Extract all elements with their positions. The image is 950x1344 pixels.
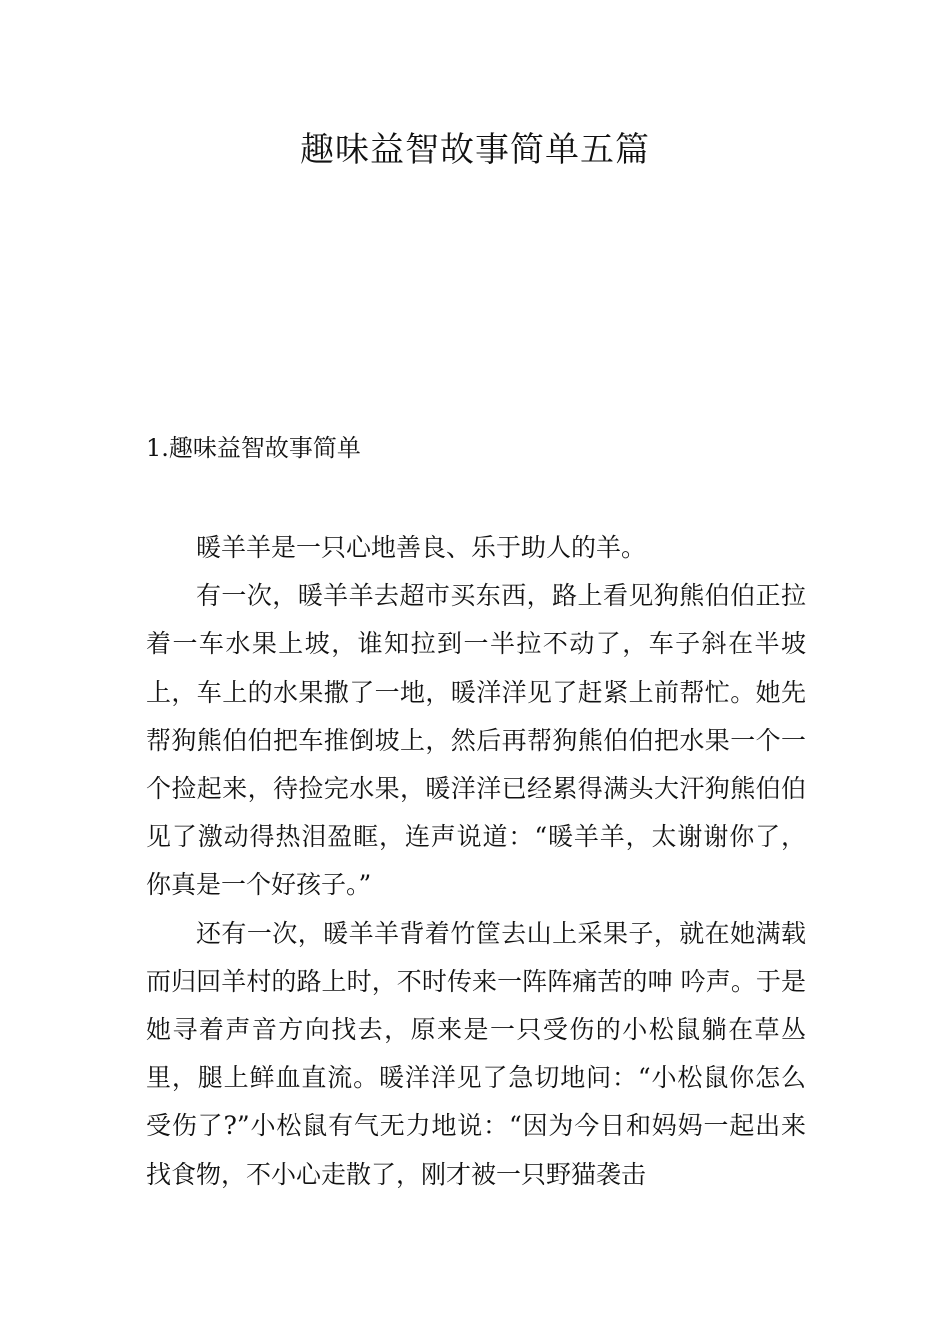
document-title: 趣味益智故事简单五篇 <box>300 130 650 170</box>
story-body <box>146 524 806 1199</box>
paragraph-1: 暖羊羊是一只心地善良、乐于助人的羊。 <box>196 533 647 562</box>
paragraph-2: 有一次，暖羊羊去超市买东西，路上看见狗熊伯伯正拉着一车水果上坡，谁知拉到一半拉不动了，车子斜在半坡上，车上的水果撒了一地，暖洋洋见了赶紧上前帮忙。她先帮狗熊伯伯把车推倒坡上，然后再帮狗熊伯伯把水果一个一个捡起来，待捡完水果，暖洋洋已经累得满头大汗狗熊伯伯见了激动得热泪盈眶，连声说道：“暖羊羊，太谢谢你了，你真是一个好孩子。” <box>146 581 806 900</box>
section-heading: 1.趣味益智故事简单 <box>146 434 361 462</box>
paragraph-3: 还有一次，暖羊羊背着竹筐去山上采果子，就在她满载而归回羊村的路上时，不时传来一阵阵痛苦的呻 吟声。于是她寻着声音方向找去，原来是一只受伤的小松鼠躺在草丛里，腿上鲜血直流。暖洋洋见了急切地问：“小松鼠你怎么受伤了?”小松鼠有气无力地说：“因为今日和妈妈一起出来找食物，不小心走散了，刚才被一只野猫袭击 <box>146 918 806 1189</box>
